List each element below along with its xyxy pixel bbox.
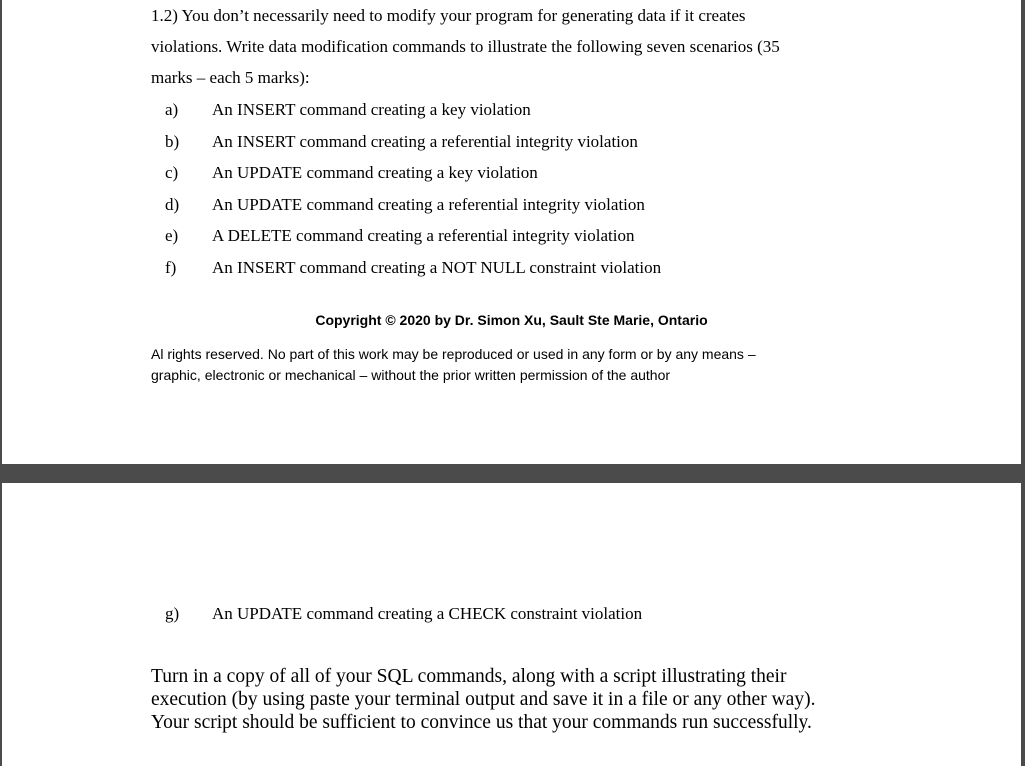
scenario-text: An INSERT command creating a NOT NULL constraint violation [212, 258, 662, 277]
list-marker: f) [165, 258, 177, 277]
scenario-text: An INSERT command creating a key violation [212, 100, 531, 119]
list-marker: b) [165, 132, 180, 151]
turn-in-line: Your script should be sufficient to convince us that your commands run successfully. [151, 712, 812, 733]
scenario-text: An UPDATE command creating a referential integrity violation [212, 195, 645, 214]
list-marker: e) [165, 226, 179, 245]
list-marker: g) [165, 604, 180, 623]
scenario-item-d [165, 195, 645, 215]
rights-line: Al rights reserved. No part of this work may be reproduced or used in any form or by any means – [151, 346, 756, 362]
document-page-1 [2, 0, 1021, 464]
scenario-text: An INSERT command creating a referential integrity violation [212, 132, 638, 151]
scenario-item-c [165, 163, 538, 183]
list-marker: d) [165, 195, 180, 214]
scenario-text: An UPDATE command creating a CHECK constraint violation [212, 604, 643, 623]
scenario-text: A DELETE command creating a referential integrity violation [212, 226, 635, 245]
scenario-item-f [165, 258, 661, 278]
scenario-item-a [165, 100, 531, 120]
document-page-2 [2, 483, 1021, 766]
scenario-item-g [165, 604, 642, 624]
rights-line: graphic, electronic or mechanical – without the prior written permission of the author [151, 367, 671, 383]
intro-line: violations. Write data modification commands to illustrate the following seven scenarios (35 [151, 37, 780, 56]
turn-in-line: Turn in a copy of all of your SQL commands, along with a script illustrating their [151, 666, 787, 687]
scenario-text: An UPDATE command creating a key violation [212, 163, 538, 182]
copyright-notice: Copyright © 2020 by Dr. Simon Xu, Sault Ste Marie, Ontario [315, 312, 708, 328]
list-marker: c) [165, 163, 179, 182]
list-marker: a) [165, 100, 179, 119]
scenario-item-b [165, 132, 638, 152]
turn-in-line: execution (by using paste your terminal output and save it in a file or any other way). [151, 689, 816, 710]
intro-line: marks – each 5 marks): [151, 68, 310, 87]
scenario-item-e [165, 226, 635, 246]
intro-line: 1.2) You don’t necessarily need to modify your program for generating data if it creates [151, 6, 746, 25]
